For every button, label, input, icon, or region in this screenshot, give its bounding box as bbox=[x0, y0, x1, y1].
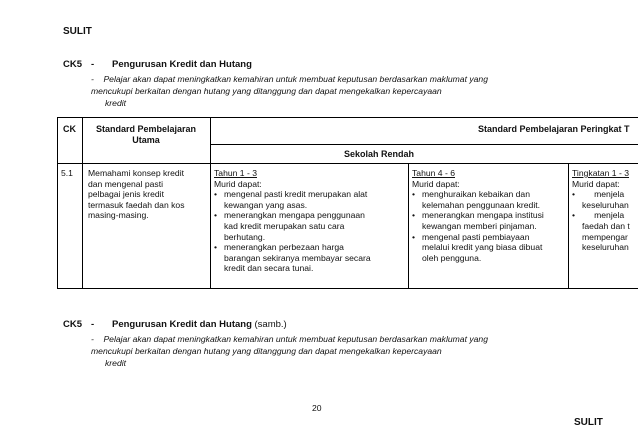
section-dash-continued: - bbox=[91, 319, 95, 330]
classification-label-top: SULIT bbox=[63, 26, 92, 37]
table-border-top bbox=[57, 117, 638, 118]
section-dash: - bbox=[91, 59, 95, 70]
section-description bbox=[91, 73, 561, 109]
header-standard-peringkat: Standard Pembelajaran Peringkat T bbox=[478, 124, 630, 134]
description-dash: - bbox=[91, 74, 94, 84]
section-title-continued: Pengurusan Kredit dan Hutang (samb.) bbox=[112, 319, 287, 330]
table-border-bottom bbox=[57, 288, 638, 289]
header-standard-utama: Standard Pembelajaran Utama bbox=[95, 124, 197, 145]
list-item: • menghuraikan kebaikan dan kelemahan penggunaan kredit. bbox=[412, 189, 566, 210]
tingkatan-heading: Tingkatan 1 - 3 bbox=[572, 168, 630, 178]
list-item: • menerangkan mengapa penggunaan kad kredit merupakan satu cara berhutang. bbox=[214, 210, 406, 242]
list-item: • menerangkan mengapa institusi kewangan memberi pinjaman. bbox=[412, 210, 566, 231]
table-header-bottom bbox=[57, 163, 638, 164]
list-item: • mengenal pasti kredit merupakan alat kewangan yang asas. bbox=[214, 189, 406, 210]
description-line-1: Pelajar akan dapat meningkatkan kemahiran untuk membuat keputusan berdasarkan maklumat yang bbox=[103, 74, 488, 84]
table-col-divider-standard bbox=[210, 117, 211, 288]
tahun-1-3-intro: Murid dapat: bbox=[214, 178, 262, 189]
list-item: • mengenal pasti pembiayaan melalui kredit yang biasa dibuat oleh pengguna. bbox=[412, 232, 566, 264]
description-line-2: mencukupi berkaitan dengan hutang yang ditanggung dan dapat mengekalkan kepercayaan bbox=[91, 346, 442, 356]
header-sekolah-rendah: Sekolah Rendah bbox=[344, 149, 415, 159]
section-code: CK5 bbox=[63, 59, 83, 70]
description-dash: - bbox=[91, 334, 94, 344]
section-title: Pengurusan Kredit dan Hutang bbox=[112, 59, 252, 70]
section-code-continued: CK5 bbox=[63, 319, 83, 330]
table-col-divider-tingkatan bbox=[568, 163, 569, 288]
list-item: • menerangkan perbezaan harga barangan sekiranya membayar secara kredit dan secara tunai. bbox=[214, 242, 406, 274]
table-border-left bbox=[57, 117, 58, 288]
tahun-4-6-intro: Murid dapat: bbox=[412, 178, 460, 189]
description-line-3: kredit bbox=[105, 98, 127, 108]
description-line-3: kredit bbox=[105, 358, 127, 368]
row-standard: Memahami konsep kredit dan mengenal pasti pelbagai jenis kredit termasuk faedah dan kos masing-masing. bbox=[88, 168, 185, 221]
table-subheader-divider bbox=[210, 144, 638, 145]
header-ck: CK bbox=[63, 124, 76, 134]
cell-tahun-1-3 bbox=[214, 168, 406, 274]
description-line-2: mencukupi berkaitan dengan hutang yang ditanggung dan dapat mengekalkan kepercayaan bbox=[91, 86, 442, 96]
row-ck: 5.1 bbox=[61, 168, 73, 178]
description-line-1: Pelajar akan dapat meningkatkan kemahiran untuk membuat keputusan berdasarkan maklumat yang bbox=[103, 334, 488, 344]
tingkatan-intro: Murid dapat: bbox=[572, 178, 620, 189]
page-number: 20 bbox=[312, 403, 322, 413]
cell-tahun-4-6 bbox=[412, 168, 566, 263]
tahun-4-6-heading: Tahun 4 - 6 bbox=[412, 168, 455, 178]
cell-tingkatan-1-3: Tingkatan 1 - 3 Murid dapat: • menjela keseluruhan • menjela faedah dan t mempengar keseluruhan bbox=[572, 168, 638, 253]
table-col-divider-tahun bbox=[408, 163, 409, 288]
classification-label-bottom: SULIT bbox=[574, 417, 603, 428]
table-col-divider-ck bbox=[82, 117, 83, 288]
tahun-1-3-heading: Tahun 1 - 3 bbox=[214, 168, 257, 178]
section-description-continued bbox=[91, 333, 561, 369]
